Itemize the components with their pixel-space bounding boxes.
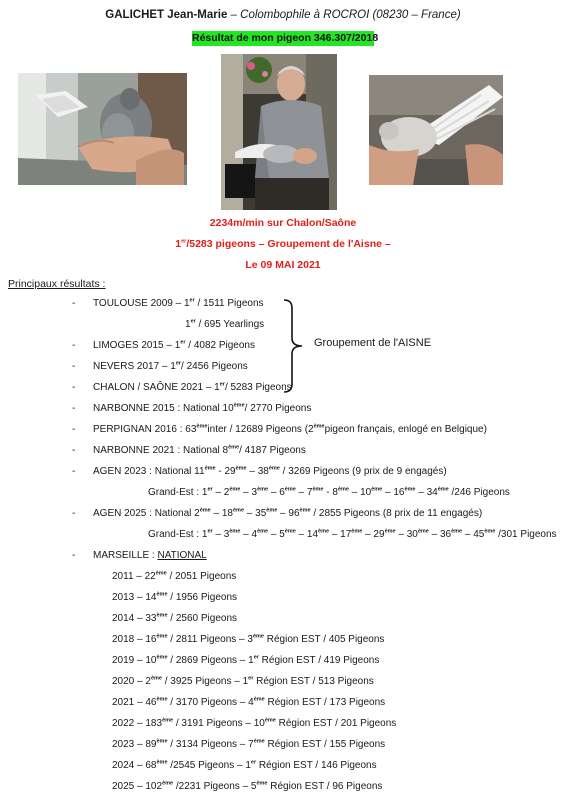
- result-row-toulouse: TOULOUSE 2009 – 1er / 1511 Pigeons: [93, 297, 264, 309]
- photo-pigeon-wing: [369, 75, 503, 185]
- bullet-dash: -: [72, 550, 76, 561]
- result-row-marseille: MARSEILLE : NATIONAL: [93, 550, 207, 561]
- marseille-year-row: 2013 – 14ème / 1956 Pigeons: [112, 591, 238, 603]
- header-subtitle: Colombophile à ROCROI (08230 – France): [240, 9, 461, 21]
- groupement-brace: [282, 298, 310, 399]
- bullet-dash: -: [72, 403, 76, 414]
- result-row-agen-2025-grand-est: Grand-Est : 1er – 3ème – 4ème – 5ème – 14ème – 17ème – 29ème – 30ème – 36ème – 45ème /301 Pigeons: [148, 528, 557, 540]
- marseille-year-row: 2014 – 33ème / 2560 Pigeons: [112, 612, 238, 624]
- result-row-agen-2023: AGEN 2023 : National 11ème - 29ème – 38ème / 3269 Pigeons (9 prix de 9 engagés): [93, 465, 447, 477]
- breeder-name: GALICHET Jean-Marie: [105, 9, 228, 21]
- result-row-nevers: NEVERS 2017 – 1er/ 2456 Pigeons: [93, 360, 248, 372]
- result-row-chalon: CHALON / SAÔNE 2021 – 1er/ 5283 Pigeons: [93, 381, 292, 393]
- result-row-narbonne-2015: NARBONNE 2015 : National 10ème/ 2770 Pigeons: [93, 402, 312, 414]
- section-title: Principaux résultats :: [8, 278, 106, 290]
- marseille-year-row: 2023 – 89ème / 3134 Pigeons – 7ème Région EST / 155 Pigeons: [112, 738, 386, 750]
- result-row-limoges: LIMOGES 2015 – 1er / 4082 Pigeons: [93, 339, 255, 351]
- bullet-dash: -: [72, 298, 76, 309]
- result-row-perpignan: PERPIGNAN 2016 : 63èmeinter / 12689 Pigeons (2èmepigeon français, enlogé en Belgique): [93, 423, 487, 435]
- marseille-year-row: 2021 – 46ème / 3170 Pigeons – 4ème Région EST / 173 Pigeons: [112, 696, 386, 708]
- result-row-toulouse-yearlings: 1er / 695 Yearlings: [185, 318, 265, 330]
- marseille-year-row: 2018 – 16ème / 2811 Pigeons – 3ème Région EST / 405 Pigeons: [112, 633, 385, 645]
- result-row-agen-2023-grand-est: Grand-Est : 1er – 2ème – 3ème – 6ème – 7ème - 8ème – 10ème – 16ème – 34ème /246 Pigeons: [148, 486, 510, 498]
- photo-pigeon-hands: [18, 73, 187, 185]
- bullet-dash: -: [72, 340, 76, 351]
- bullet-dash: -: [72, 382, 76, 393]
- bullet-dash: -: [72, 508, 76, 519]
- header-separator: –: [227, 9, 241, 21]
- bullet-dash: -: [72, 424, 76, 435]
- marseille-year-row: 2011 – 22ème / 2051 Pigeons: [112, 570, 237, 582]
- bullet-dash: -: [72, 361, 76, 372]
- photo-breeder-with-pigeon: [221, 54, 337, 210]
- marseille-year-row: 2020 – 2ème / 3925 Pigeons – 1er Région EST / 513 Pigeons: [112, 675, 374, 687]
- marseille-year-row: 2025 – 102ème /2231 Pigeons – 5ème Région EST / 96 Pigeons: [112, 780, 383, 792]
- result-row-agen-2025: AGEN 2025 : National 2ème – 18ème – 35ème – 96ème / 2855 Pigeons (8 prix de 11 engagés): [93, 507, 483, 519]
- result-banner: Résultat de mon pigeon 346.307/2018: [192, 32, 379, 44]
- bullet-dash: -: [72, 445, 76, 456]
- marseille-year-row: 2022 – 183ème / 3191 Pigeons – 10ème Région EST / 201 Pigeons: [112, 717, 397, 729]
- date-highlight: Le 09 MAI 2021: [245, 259, 321, 271]
- speed-highlight: 2234m/min sur Chalon/Saône: [209, 217, 357, 229]
- groupement-label: Groupement de l'AISNE: [314, 337, 432, 349]
- bullet-dash: -: [72, 466, 76, 477]
- result-row-narbonne-2021: NARBONNE 2021 : National 8ème/ 4187 Pigeons: [93, 444, 306, 456]
- marseille-year-row: 2024 – 68ème /2545 Pigeons – 1er Région EST / 146 Pigeons: [112, 759, 377, 771]
- placing-highlight: 1er/5283 pigeons – Groupement de l'Aisne –: [175, 238, 391, 250]
- marseille-year-row: 2019 – 10ème / 2869 Pigeons – 1er Région EST / 419 Pigeons: [112, 654, 380, 666]
- page-header: [0, 9, 566, 21]
